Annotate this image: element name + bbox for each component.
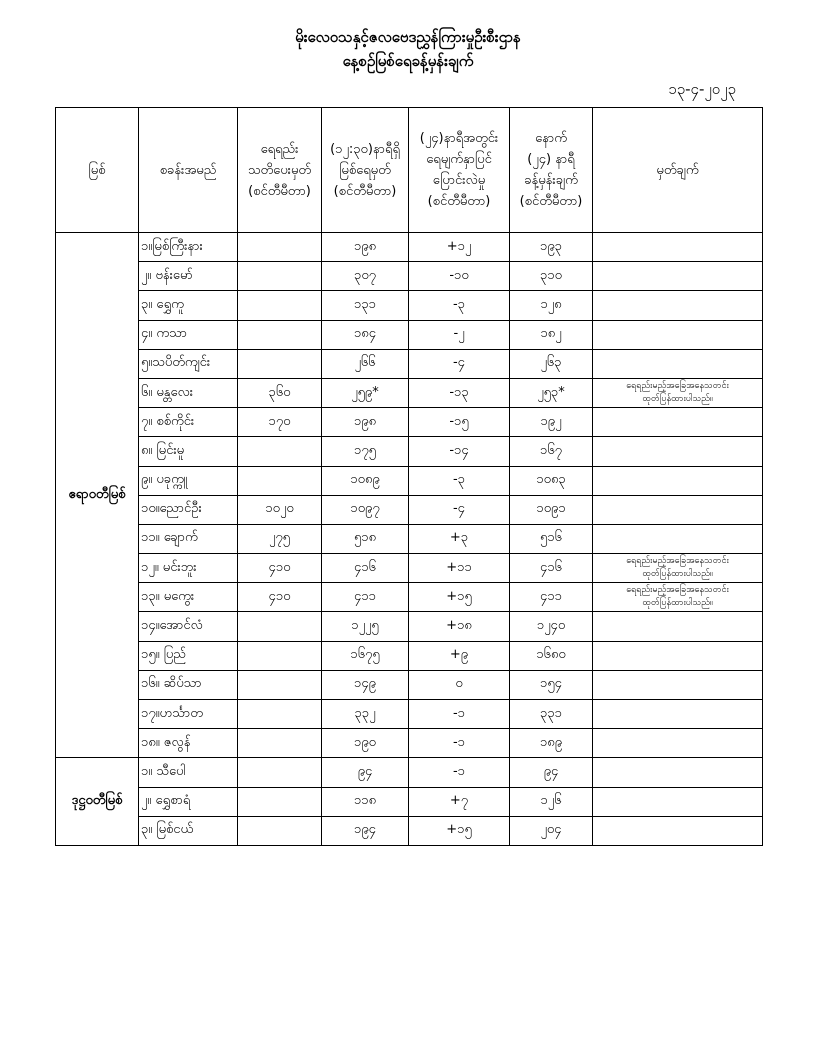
change-cell: +၃ [409,524,510,553]
header-forecast: နောက် (၂၄) နာရီ ခန့်မှန်းချက် (စင်တီမီတာ) [510,108,593,233]
station-cell: ၁၀။ညောင်ဦး [139,495,238,524]
station-cell: ၆။ မန္တလေး [139,378,238,407]
change-cell: -၁ [409,758,510,787]
water-level-cell: ၃၀၇ [322,262,409,291]
remark-cell [593,262,763,291]
station-cell: ၁၅။ ပြည် [139,641,238,670]
table-row [56,612,763,641]
table-row [56,466,763,495]
remark-cell [593,495,763,524]
water-level-cell: ၁၉၈ [322,233,409,262]
forecast-cell: ၂၀၄ [510,816,593,845]
change-cell: +၇ [409,787,510,816]
forecast-cell: ၃၁၀ [510,262,593,291]
remark-cell [593,291,763,320]
forecast-cell: ၅၁၆ [510,524,593,553]
header-station: စခန်းအမည် [139,108,238,233]
remark-cell [593,408,763,437]
station-cell: ၇။ စစ်ကိုင်း [139,408,238,437]
forecast-cell: ၂၆၃ [510,349,593,378]
table-row [56,320,763,349]
water-level-cell: ၁၉၈ [322,408,409,437]
forecast-cell: ၁၀၉၁ [510,495,593,524]
forecast-cell: ၁၂၄၀ [510,612,593,641]
danger-level-cell [238,320,322,349]
remark-cell [593,349,763,378]
forecast-cell: ၁၉၂ [510,408,593,437]
danger-level-cell: ၃၆၀ [238,378,322,407]
table-row [56,437,763,466]
water-level-cell: ၁၉၀ [322,729,409,758]
forecast-cell: ၂၅၃* [510,378,593,407]
station-cell: ၉။ ပခုက္ကူ [139,466,238,495]
table-row [56,378,763,407]
water-level-cell: ၁၉၄ [322,816,409,845]
change-cell: ၀ [409,670,510,699]
remark-line: ထုတ်ပြန်ထားပါသည်။ [642,598,713,609]
remark-cell [593,554,763,583]
station-cell: ၁၈။ ဇလွန် [139,729,238,758]
remark-cell [593,466,763,495]
water-level-cell: ၃၃၂ [322,700,409,729]
water-level-cell: ၂၆၆ [322,349,409,378]
change-cell: +၁၂ [409,233,510,262]
station-cell: ၂။ ရွှေစာရံ [139,787,238,816]
change-cell: +၉ [409,641,510,670]
danger-level-cell: ၄၁၀ [238,554,322,583]
station-cell: ၂။ ဗန်းမော် [139,262,238,291]
forecast-cell: ၁၆၇ [510,437,593,466]
remark-cell [593,641,763,670]
change-cell: -၂ [409,320,510,349]
water-level-cell: ၁၁၈ [322,787,409,816]
remark-line: ရေရည်းမည့်အခြေအနေသတင်း [626,556,729,567]
remark-cell [593,320,763,349]
change-cell: -၃ [409,291,510,320]
water-level-cell: ၁၀၉၇ [322,495,409,524]
water-level-cell: ၄၁၁ [322,583,409,612]
danger-level-cell: ၁၀၂၀ [238,495,322,524]
forecast-cell: ၁၈၂ [510,320,593,349]
change-cell: -၁၃ [409,378,510,407]
danger-level-cell [238,641,322,670]
danger-level-cell [238,437,322,466]
table-row [56,700,763,729]
station-cell: ၁၆။ ဆိပ်သာ [139,670,238,699]
forecast-cell: ၁၈၉ [510,729,593,758]
table-row [56,495,763,524]
remark-cell [593,437,763,466]
header-danger-level: ရေရည်း သတိပေးမှတ် (စင်တီမီတာ) [238,108,322,233]
change-cell: -၁ [409,729,510,758]
remark-cell [593,670,763,699]
change-cell: +၁၅ [409,583,510,612]
forecast-cell: ၃၃၁ [510,700,593,729]
table-row [56,349,763,378]
change-cell: -၁၄ [409,437,510,466]
table-row [56,408,763,437]
danger-level-cell [238,291,322,320]
table-header-row [56,108,763,233]
danger-level-cell [238,758,322,787]
forecast-cell: ၁၀၈၃ [510,466,593,495]
water-level-cell: ၁၂၂၅ [322,612,409,641]
forecast-cell: ၁၉၃ [510,233,593,262]
water-level-cell: ၂၅၉* [322,378,409,407]
station-cell: ၁၃။ မကွေး [139,583,238,612]
remark-cell [593,233,763,262]
change-cell: -၃ [409,466,510,495]
header-change: (၂၄)နာရီအတွင်း ရေမျက်နှာပြင် ပြောင်းလဲမှု (စင်တီမီတာ) [409,108,510,233]
forecast-cell: ၁၂၆ [510,787,593,816]
danger-level-cell [238,233,322,262]
station-cell: ၁။မြစ်ကြီးနား [139,233,238,262]
table-row [56,233,763,262]
remark-cell [593,524,763,553]
header-remark: မှတ်ချက် [593,108,763,233]
table-row [56,670,763,699]
forecast-cell: ၁၅၄ [510,670,593,699]
remark-cell [593,758,763,787]
station-cell: ၃။ ရွှေကူ [139,291,238,320]
danger-level-cell [238,466,322,495]
page-title: မိုးလေဝသနှင့်ဇလဗေဒညွှန်ကြားမှုဦးစီးဌာန [295,28,521,46]
water-level-cell: ၁၆၇၅ [322,641,409,670]
remark-cell [593,816,763,845]
danger-level-cell [238,262,322,291]
change-cell: -၄ [409,495,510,524]
change-cell: +၁၁ [409,554,510,583]
station-cell: ၁၄။အောင်လံ [139,612,238,641]
table-row [56,524,763,553]
danger-level-cell [238,349,322,378]
water-level-cell: ၁၀၈၉ [322,466,409,495]
change-cell: +၁၅ [409,816,510,845]
forecast-cell: ၄၁၁ [510,583,593,612]
remark-cell [593,378,763,407]
danger-level-cell: ၁၇၀ [238,408,322,437]
water-level-cell: ၅၁၈ [322,524,409,553]
danger-level-cell [238,612,322,641]
change-cell: +၁၈ [409,612,510,641]
danger-level-cell [238,670,322,699]
water-level-cell: ၉၄ [322,758,409,787]
table-row [56,816,763,845]
page-subtitle: နေ့စဉ်မြစ်ရေခန့်မှန်းချက် [342,52,474,70]
forecast-cell: ၁၆၈၀ [510,641,593,670]
table-row [56,291,763,320]
table-row [56,758,763,787]
table-row [56,787,763,816]
remark-cell [593,583,763,612]
station-cell: ၃။ မြစ်ငယ် [139,816,238,845]
remark-line: ရေရည်းမည့်အခြေအနေသတင်း [626,381,729,392]
water-level-cell: ၁၃၁ [322,291,409,320]
report-date: ၁၃-၄-၂၀၂၃ [668,80,736,98]
river-name-cell: ဧရာဝတီမြစ် [56,233,139,758]
forecast-cell: ၄၁၆ [510,554,593,583]
water-level-cell: ၁၈၄ [322,320,409,349]
forecast-cell: ၁၂၈ [510,291,593,320]
header-water-level: (၁၂:၃၀)နာရီရှိ မြစ်ရေမှတ် (စင်တီမီတာ) [322,108,409,233]
station-cell: ၁။ သီပေါ [139,758,238,787]
remark-cell [593,729,763,758]
station-cell: ၈။ မြင်းမူ [139,437,238,466]
header-river: မြစ် [56,108,139,233]
station-cell: ၁၂။ မင်းဘူး [139,554,238,583]
water-level-cell: ၄၁၆ [322,554,409,583]
table-row [56,729,763,758]
table-row [56,262,763,291]
change-cell: -၄ [409,349,510,378]
water-level-cell: ၁၄၉ [322,670,409,699]
danger-level-cell: ၂၇၅ [238,524,322,553]
station-cell: ၅။သပိတ်ကျင်း [139,349,238,378]
remark-cell [593,612,763,641]
change-cell: -၁၀ [409,262,510,291]
danger-level-cell [238,700,322,729]
station-cell: ၁၁။ ချောက် [139,524,238,553]
forecast-cell: ၉၄ [510,758,593,787]
river-name-cell: ဒုဋ္ဌဝတီမြစ် [56,758,139,846]
change-cell: -၁၅ [409,408,510,437]
remark-cell [593,700,763,729]
station-cell: ၄။ ကသာ [139,320,238,349]
remark-line: ရေရည်းမည့်အခြေအနေသတင်း [626,585,729,596]
danger-level-cell [238,787,322,816]
table-row [56,641,763,670]
remark-line: ထုတ်ပြန်ထားပါသည်။ [642,394,713,405]
table-row [56,583,763,612]
change-cell: -၁ [409,700,510,729]
danger-level-cell [238,729,322,758]
remark-line: ထုတ်ပြန်ထားပါသည်။ [642,569,713,580]
danger-level-cell: ၄၁၀ [238,583,322,612]
table-row [56,554,763,583]
river-forecast-table [55,107,763,846]
water-level-cell: ၁၇၅ [322,437,409,466]
station-cell: ၁၇။ဟင်္သာတ [139,700,238,729]
remark-cell [593,787,763,816]
danger-level-cell [238,816,322,845]
